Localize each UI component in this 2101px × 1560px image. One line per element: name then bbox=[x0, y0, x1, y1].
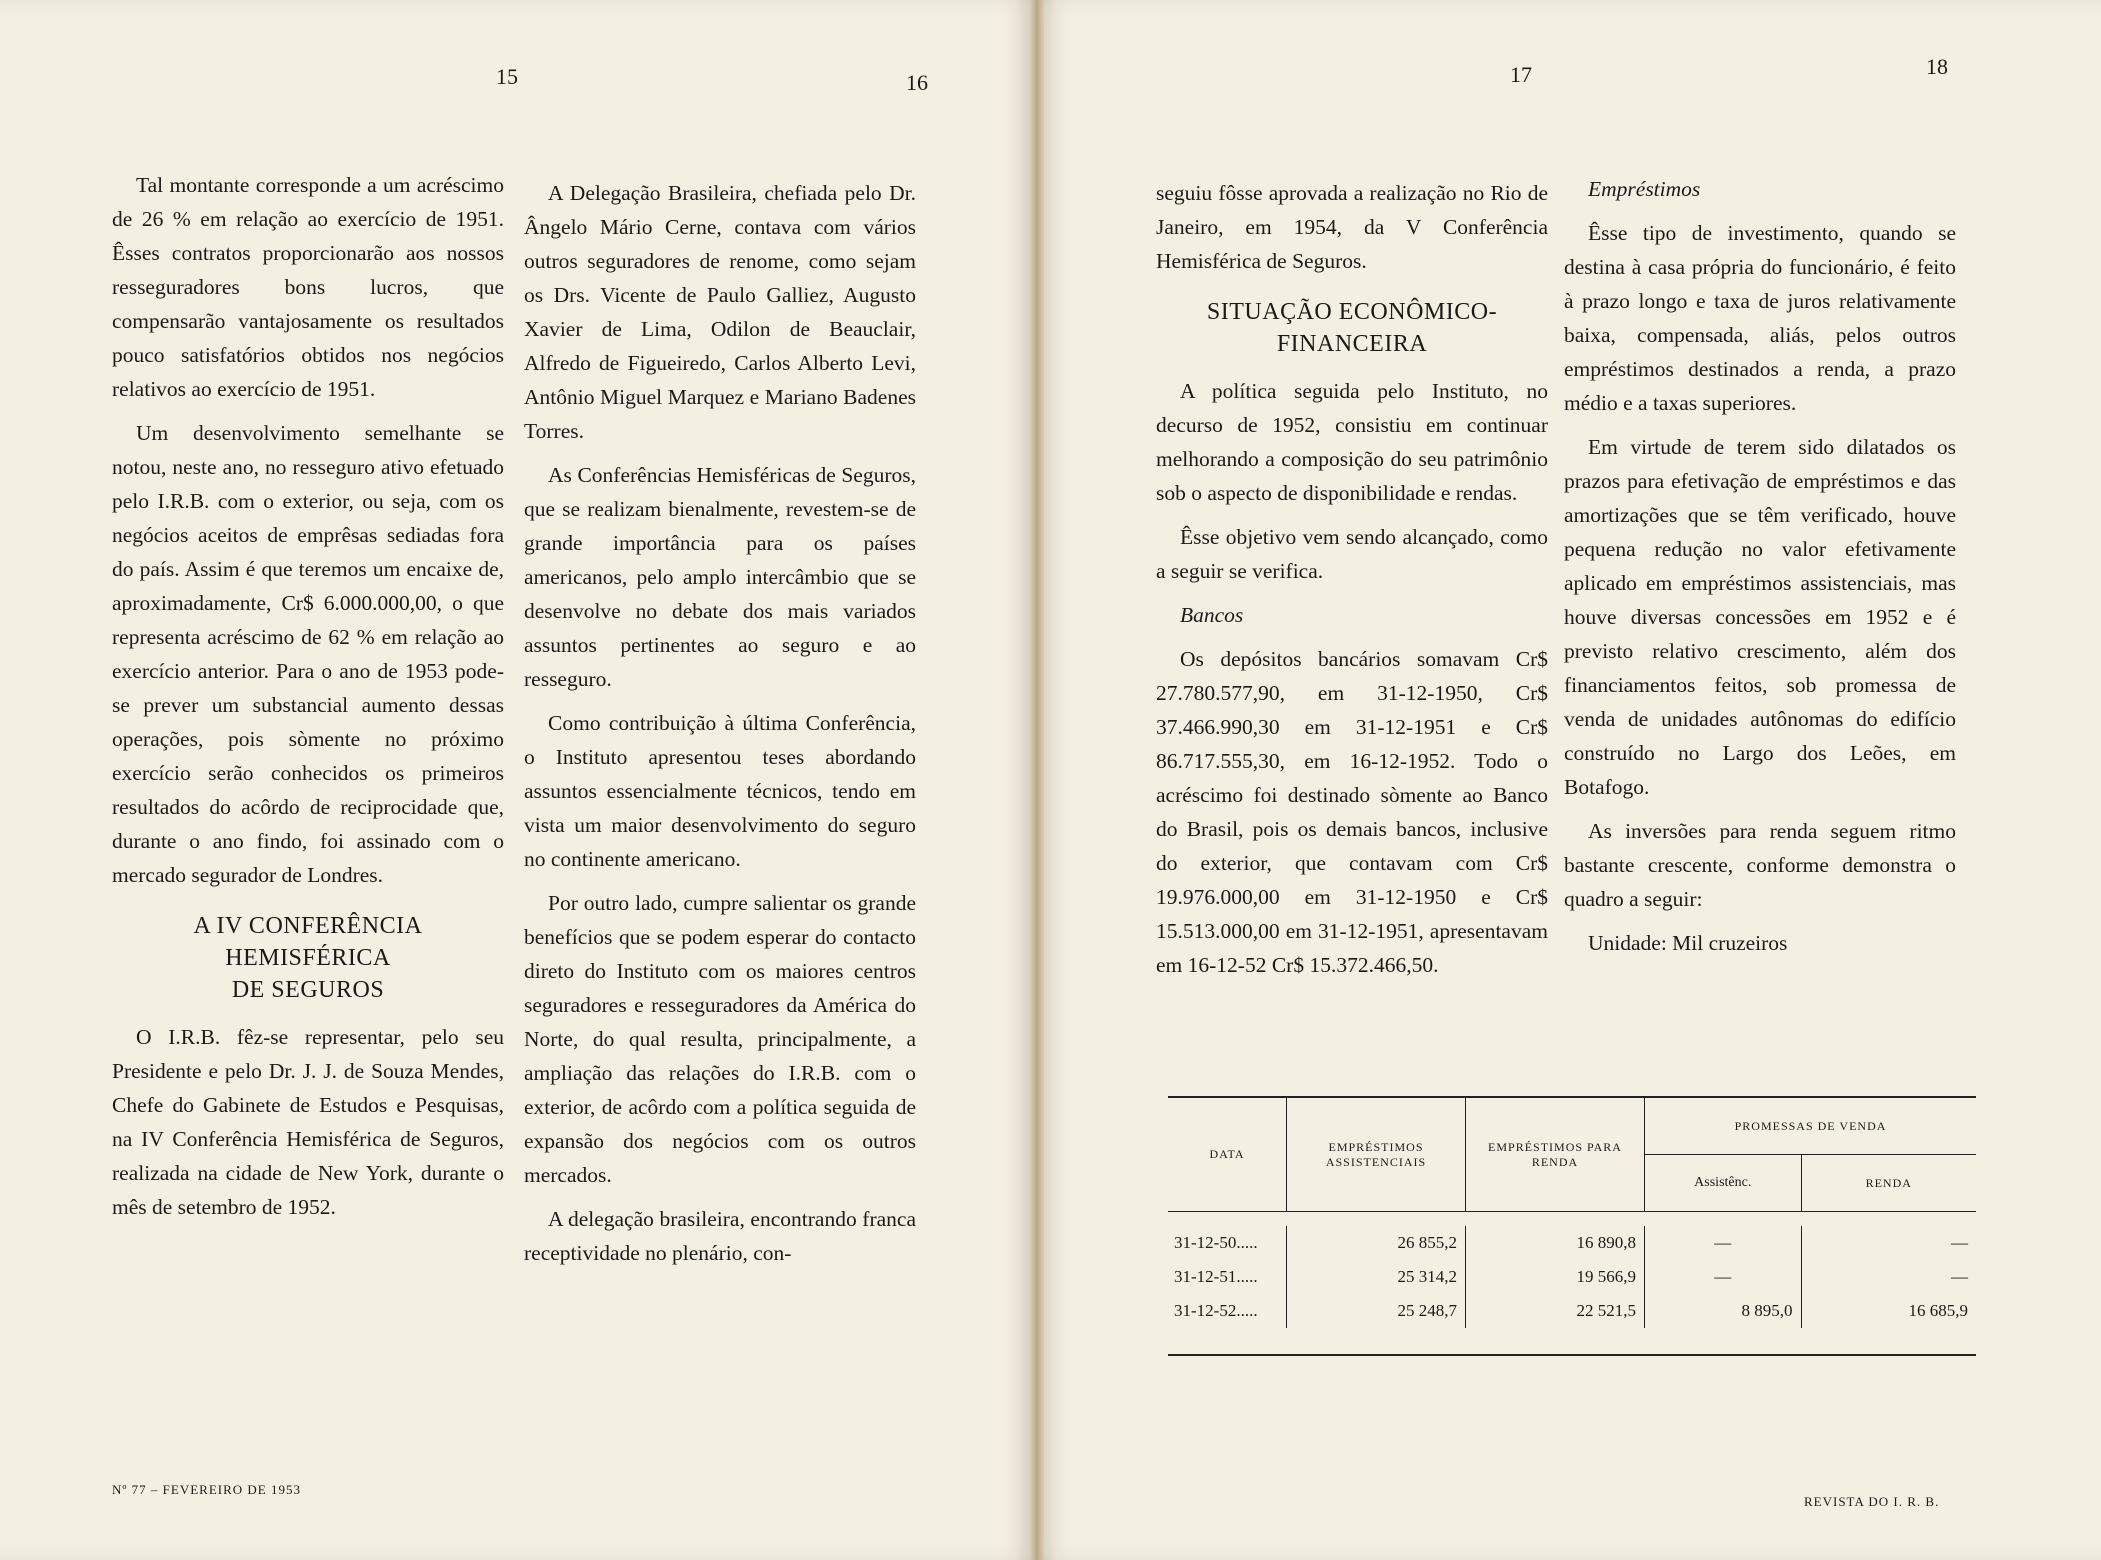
paragraph: Por outro lado, cumpre salientar os grande benefícios que se podem esperar do contacto direto do Instituto com os maiores centros seguradores e resseguradores da América do Norte, do qual resulta, principalmente, a ampliação das relações do I.R.B. com o exterior, de acôrdo com a política seguida de expansão dos negócios com os outros mercados. bbox=[524, 891, 916, 1187]
column-page-18 bbox=[1564, 172, 1956, 970]
paragraph: As inversões para renda seguem ritmo bastante crescente, conforme demonstra o quadro a seguir: bbox=[1564, 819, 1956, 911]
paragraph: A delegação brasileira, encontrando franca receptividade no plenário, con- bbox=[524, 1207, 916, 1265]
page-number-15: 15 bbox=[496, 64, 518, 89]
paragraph: A política seguida pelo Instituto, no decurso de 1952, consistiu em continuar melhorando a composição do seu patrimônio sob o aspecto de disponibilidade e rendas. bbox=[1156, 379, 1548, 505]
column-page-17 bbox=[1156, 176, 1548, 992]
paragraph: Unidade: Mil cruzeiros bbox=[1588, 931, 1788, 955]
paragraph: Os depósitos bancários somavam Cr$ 27.780.577,90, em 31-12-1950, Cr$ 37.466.990,30 em 31-12-1951 e Cr$ 86.717.555,30, em 16-12-1952. Todo o acréscimo foi destinado sòmente ao Banco do Brasil, pois os demais bancos, inclusive do exterior, que contavam com Cr$ 19.976.000,00 em 31-12-1950 e Cr$ 15.513.000,00 em 31-12-1951, apresentavam em 16-12-52 Cr$ 15.372.466,50. bbox=[1156, 647, 1548, 977]
footer-issue: Nº 77 – FEVEREIRO DE 1953 bbox=[112, 1482, 301, 1497]
paragraph: Em virtude de terem sido dilatados os prazos para efetivação de empréstimos e das amortizações que se têm verificado, houve pequena redução no valor efetivamente aplicado em empréstimos assistenciais, mas houve diversas concessões em 1952 e é previsto relativo crescimento, além dos financiamentos feitos, sob promessa de venda de unidades autônomas do edifício construído no Largo dos Leões, em Botafogo. bbox=[1564, 435, 1956, 799]
book-gutter bbox=[1030, 0, 1044, 1560]
page-number-16: 16 bbox=[906, 70, 928, 95]
table-row: 31-12-50..... 26 855,2 16 890,8 — — bbox=[1168, 1226, 1976, 1260]
paragraph: Como contribuição à última Conferência, o Instituto apresentou teses abordando assuntos essencialmente técnicos, tendo em vista um maior desenvolvimento do seguro no continente americano. bbox=[524, 711, 916, 871]
column-page-16 bbox=[524, 176, 916, 1280]
page-number-18: 18 bbox=[1926, 54, 1948, 79]
table-row: 31-12-52..... 25 248,7 22 521,5 8 895,0 16 685,9 bbox=[1168, 1294, 1976, 1328]
col-header-emp-renda: EMPRÉSTIMOS PARA RENDA bbox=[1466, 1097, 1645, 1212]
table-row: 31-12-51..... 25 314,2 19 566,9 — — bbox=[1168, 1260, 1976, 1294]
paragraph: Tal montante corresponde a um acréscimo de 26 % em relação ao exercício de 1951. Êsses contratos proporcionarão aos nossos resseguradores bons lucros, que compensarão vantajosamente os resultados pouco satisfatórios obtidos nos negócios relativos ao exercício de 1951. bbox=[112, 173, 504, 401]
col-header-renda: RENDA bbox=[1801, 1155, 1976, 1212]
paragraph: O I.R.B. fêz-se representar, pelo seu Presidente e pelo Dr. J. J. de Souza Mendes, Chefe do Gabinete de Estudos e Pesquisas, na IV Conferência Hemisférica de Seguros, realizada na cidade de New York, durante o mês de setembro de 1952. bbox=[112, 1025, 504, 1219]
subsection-title: Bancos bbox=[1180, 603, 1244, 627]
subsection-title: Empréstimos bbox=[1588, 177, 1701, 201]
col-header-promessas: PROMESSAS DE VENDA bbox=[1645, 1097, 1977, 1155]
paragraph: Êsse tipo de investimento, quando se destina à casa própria do funcionário, é feito à prazo longo e taxa de juros relativamente baixa, compensada, aliás, pelos outros empréstimos destinados a renda, a prazo médio e a taxas superiores. bbox=[1564, 221, 1956, 415]
col-header-assistenc: Assistênc. bbox=[1645, 1155, 1802, 1212]
paragraph: seguiu fôsse aprovada a realização no Rio de Janeiro, em 1954, da V Conferência Hemisférica de Seguros. bbox=[1156, 181, 1548, 273]
paragraph: As Conferências Hemisféricas de Seguros, que se realizam bienalmente, revestem-se de grande importância para os países americanos, pelo amplo intercâmbio que se desenvolve no debate dos mais variados assuntos pertinentes ao seguro e ao resseguro. bbox=[524, 463, 916, 691]
col-header-data: DATA bbox=[1168, 1097, 1287, 1212]
paragraph: Êsse objetivo vem sendo alcançado, como a seguir se verifica. bbox=[1156, 525, 1548, 583]
paragraph: A Delegação Brasileira, chefiada pelo Dr. Ângelo Mário Cerne, contava com vários outros seguradores de renome, como sejam os Drs. Vicente de Paulo Galliez, Augusto Xavier de Lima, Odilon de Beauclair, Alfredo de Figueiredo, Carlos Alberto Levi, Antônio Miguel Marquez e Mariano Badenes Torres. bbox=[524, 181, 916, 443]
investments-table bbox=[1168, 1096, 1976, 1356]
page-number-17: 17 bbox=[1510, 62, 1532, 87]
section-heading: SITUAÇÃO ECONÔMICO- FINANCEIRA bbox=[1206, 299, 1498, 357]
column-page-15 bbox=[112, 168, 504, 1234]
section-heading: A IV CONFERÊNCIA HEMISFÉRICA DE SEGUROS bbox=[193, 913, 423, 1003]
paragraph: Um desenvolvimento semelhante se notou, neste ano, no resseguro ativo efetuado pelo I.R.B. com o exterior, ou seja, com os negócios aceitos de emprêsas sediadas fora do país. Assim é que teremos um encaixe de, aproximadamente, Cr$ 6.000.000,00, o que representa acréscimo de 62 % em relação ao exercício anterior. Para o ano de 1953 pode-se prever um substancial aumento dessas operações, pois sòmente no próximo exercício serão conhecidos os primeiros resultados do acôrdo de reciprocidade que, durante o ano findo, foi assinado com o mercado segurador de Londres. bbox=[112, 421, 504, 887]
footer-journal: REVISTA DO I. R. B. bbox=[1804, 1494, 1940, 1509]
col-header-emp-assist: EMPRÉSTIMOS ASSISTENCIAIS bbox=[1287, 1097, 1466, 1212]
